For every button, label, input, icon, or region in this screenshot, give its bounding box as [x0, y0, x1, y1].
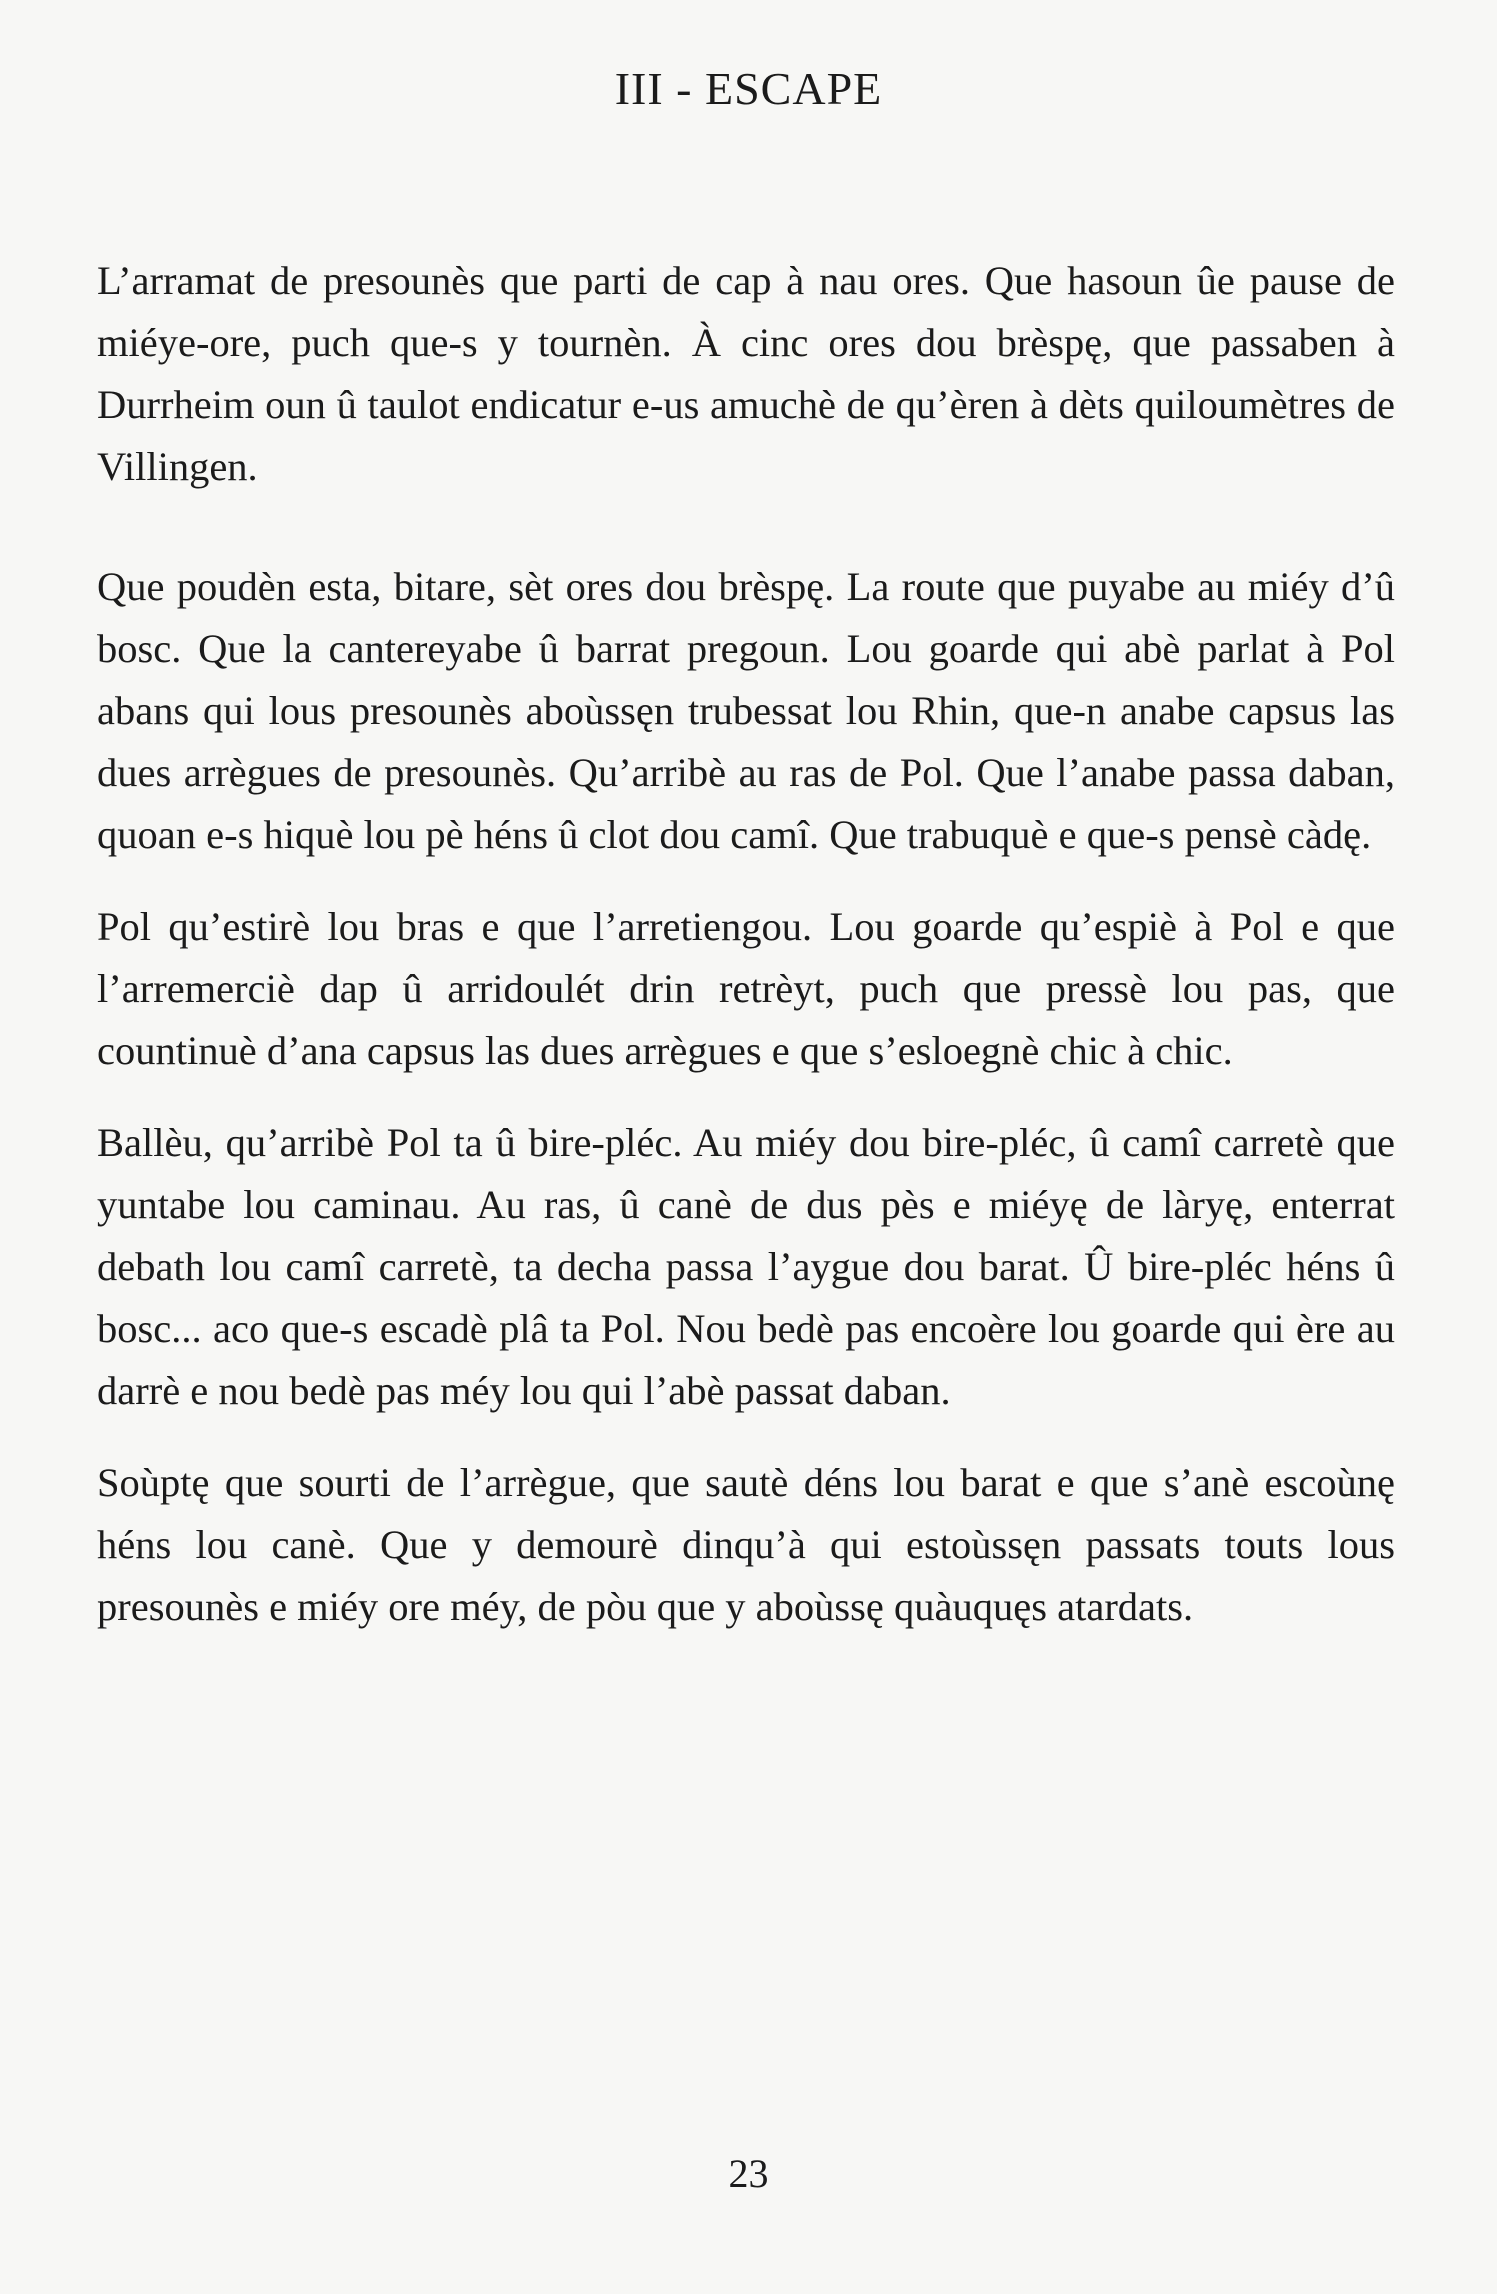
page-number: 23: [728, 2151, 769, 2196]
chapter-body: [97, 250, 1395, 1668]
chapter-title: III - ESCAPE: [614, 63, 883, 114]
paragraph: Que poudèn esta, bitare, sèt ores dou brèspę. La route que puyabe au miéy d’û bosc. Que la cantereyabe û barrat pregoun. Lou goarde qui abè parlat à Pol abans qui lous presounès aboùssęn trubessat lou Rhin, que-n anabe capsus las dues arrègues de presounès. Qu’arribè au ras de Pol. Que l’anabe passa daban, quoan e-s hiquè lou pè héns û clot dou camî. Que trabuquè e que-s pensè càdę.: [97, 564, 1395, 857]
paragraph: Ballèu, qu’arribè Pol ta û bire-pléc. Au miéy dou bire-pléc, û camî carretè que yuntabe lou caminau. Au ras, û canè de dus pès e miéyę de làryę, enterrat debath lou camî carretè, ta decha passa l’aygue dou barat. Û bire-pléc héns û bosc... aco que-s escadè plâ ta Pol. Nou bedè pas encoère lou goarde qui ère au darrè e nou bedè pas méy lou qui l’abè passat daban.: [97, 1120, 1395, 1413]
paragraph: Soùptę que sourti de l’arrègue, que sautè déns lou barat e que s’anè escoùnę héns lou canè. Que y demourè dinqu’à qui estoùssęn passats touts lous presounès e miéy ore méy, de pòu que y aboùssę quàuquęs atardats.: [97, 1460, 1395, 1629]
paragraph: Pol qu’estirè lou bras e que l’arretiengou. Lou goarde qu’espiè à Pol e que l’arremerciè dap û arridoulét drin retrèyt, puch que pressè lou pas, que countinuè d’ana capsus las dues arrègues e que s’esloegnè chic à chic.: [97, 904, 1395, 1073]
paragraph: L’arramat de presounès que parti de cap à nau ores. Que hasoun ûe pause de miéye-ore, puch que-s y tournèn. À cinc ores dou brèspę, que passaben à Durrheim oun û taulot endicatur e-us amuchè de qu’èren à dèts quiloumètres de Villingen.: [97, 258, 1395, 489]
